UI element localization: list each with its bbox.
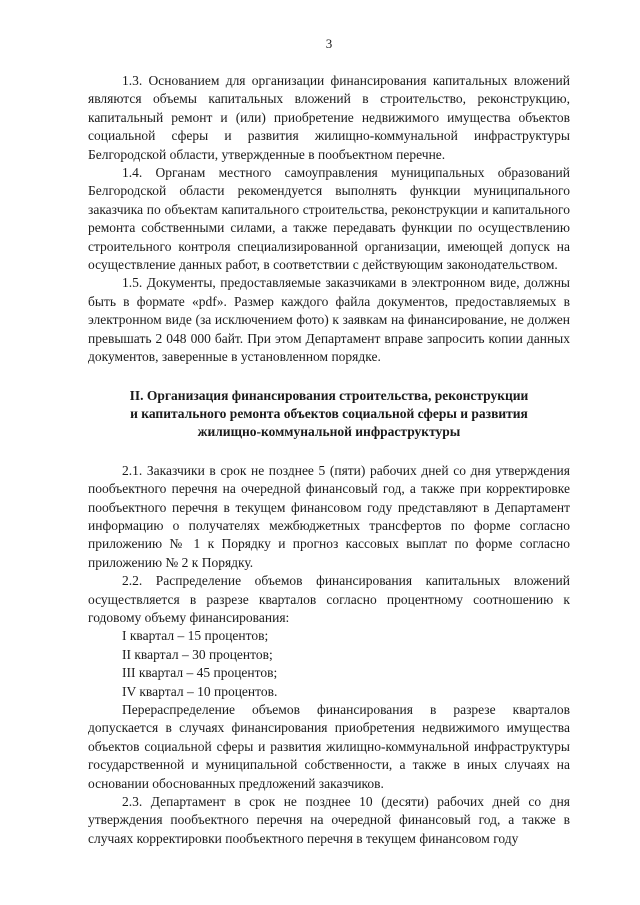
paragraph-1-3: 1.3. Основанием для организации финансирования капитальных вложений являются объемы капитальных вложений в строительство, реконструкцию, капитальный ремонт и (или) приобретение недвижимого имущества объектов социальной сферы и развития жилищно-коммунальной инфраструктуры Белгородской области, утвержденные в пообъектном перечне. [88, 73, 570, 162]
paragraph-redistribution: Перераспределение объемов финансирования в разрезе кварталов допускается в случаях финансирования приобретения недвижимого имущества объектов социальной сферы и развития жилищно-коммунальной инфраструктуры государственной и муниципальной собственности, а также в иных случаях на основании обоснованных предложений заказчиков. [88, 702, 570, 791]
section-2-heading [88, 387, 570, 442]
paragraph-1-5: 1.5. Документы, предоставляемые заказчиками в электронном виде, должны быть в формате «pdf». Размер каждого файла документов, предоставляемых в электронном виде (за исключением фото) к заявкам на финансирование, не должен превышать 2 048 000 байт. При этом Департамент вправе запросить копии данных документов, заверенные в установленном порядке. [88, 275, 570, 365]
page-number: 3 [325, 36, 333, 51]
paragraph-2-2: 2.2. Распределение объемов финансирования капитальных вложений осуществляется в разрезе кварталов согласно процентному соотношению к годовому объему финансирования: [88, 573, 570, 625]
quarter-line: I квартал – 15 процентов; [122, 628, 269, 644]
quarter-line: III квартал – 45 процентов; [122, 665, 278, 681]
paragraph-2-3: 2.3. Департамент в срок не позднее 10 (десяти) рабочих дней со дня утверждения пообъектного перечня на очередной финансовый год, а также в случаях корректировки пообъектного перечня в текущем финансовом году [88, 794, 570, 846]
paragraph-2-1: 2.1. Заказчики в срок не позднее 5 (пяти) рабочих дней со дня утверждения пообъектного перечня на очередной финансовый год, а также при корректировке пообъектного перечня в текущем финансовом году представляют в Департамент информацию о получателях межбюджетных трансфертов по форме согласно приложению № 1 к Порядку и прогноз кассовых выплат по форме согласно приложению № 2 к Порядку. [88, 462, 570, 570]
section-2-heading-line: II. Организация финансирования строительства, реконструкции [129, 387, 529, 403]
section-2-heading-line: и капитального ремонта объектов социальной сферы и развития [130, 405, 528, 421]
paragraph-1-4: 1.4. Органам местного самоуправления муниципальных образований Белгородской области рекомендуется выполнять функции муниципального заказчика по объектам капитального строительства, реконструкции и капитального ремонта собственными силами, а также передавать функции по осуществлению строительного контроля специализированной организации, имеющей допуск на осуществление данных работ, в соответствии с действующим законодательством. [88, 165, 570, 273]
quarter-line: II квартал – 30 процентов; [122, 646, 273, 662]
section-2-heading-line: жилищно-коммунальной инфраструктуры [197, 424, 461, 440]
quarter-line: IV квартал – 10 процентов. [122, 683, 278, 699]
